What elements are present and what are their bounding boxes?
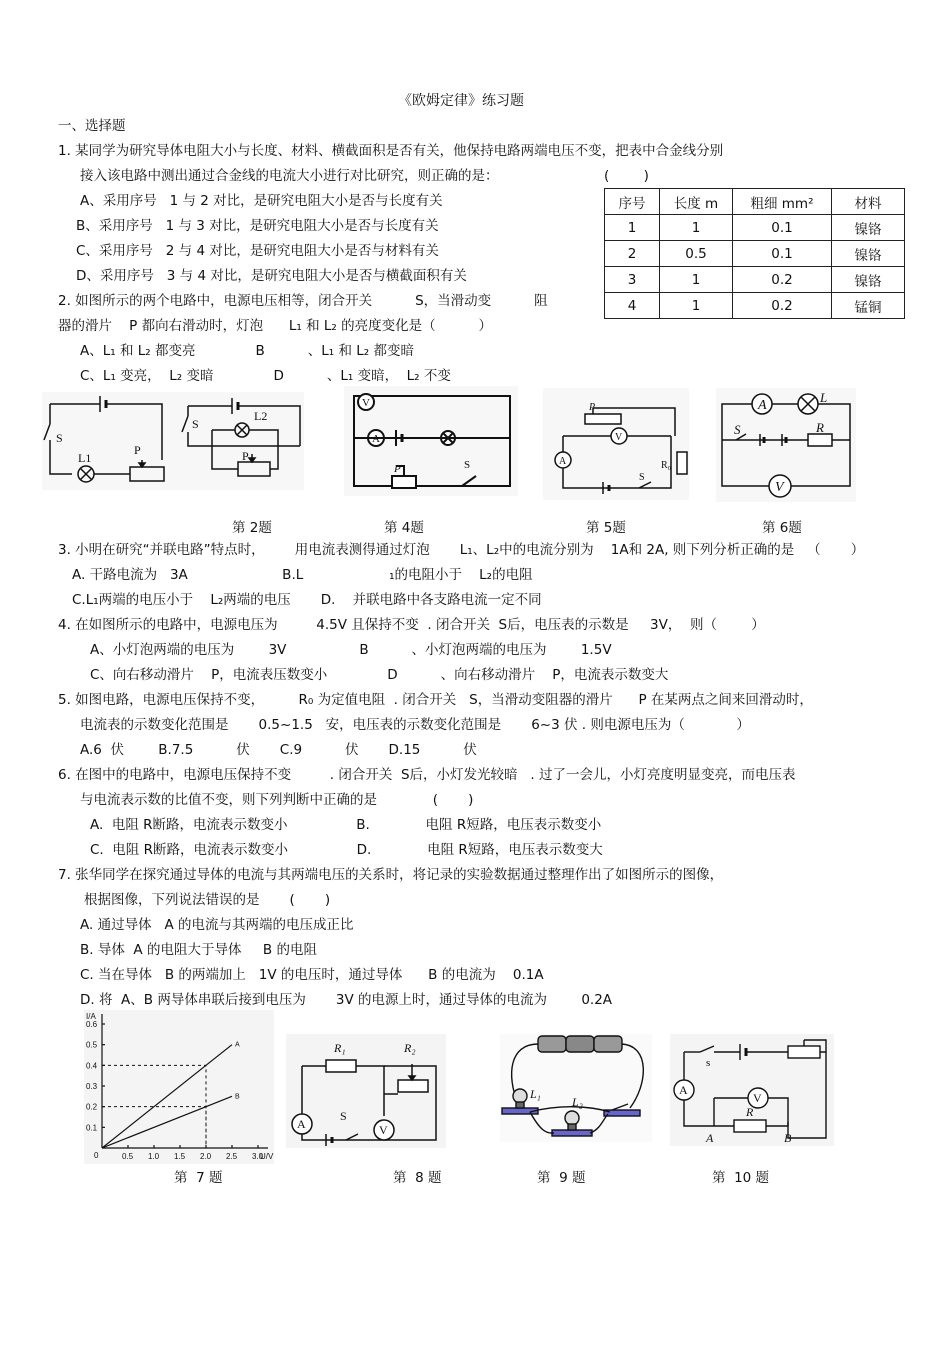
q4-stem: 4. 在如图所示的电路中，电源电压为 4.5V 且保持不变 . 闭合开关 S后，电压表的示数是 3V， 则（ ） <box>58 617 765 633</box>
f5-r0-label: R₀ <box>661 460 672 471</box>
q5-stem: 5. 如图电路，电源电压保持不变， R₀ 为定值电阻 . 闭合开关 S，当滑动变阻器的滑片 P 在某两点之间来回滑动时， <box>58 692 813 708</box>
wire-spec-table <box>604 188 905 319</box>
x-tick-label: 1.5 <box>174 1152 186 1161</box>
q3-options-cd: C.L₁两端的电压小于 L₂两端的电压 D. 并联电路中各支路电流一定不同 <box>72 592 542 608</box>
table-cell: 锰铜 <box>832 293 905 319</box>
fig-caption-q10: 第 10 题 <box>712 1170 770 1186</box>
y-tick-label: 0.6 <box>86 1020 98 1029</box>
fig-q2-circuits <box>42 392 304 490</box>
q4-options-cd: C、向右移动滑片 P，电流表压数变小 D 、向右移动滑片 P，电流表示数变大 <box>90 667 669 683</box>
f4-v-label: V <box>362 397 370 409</box>
q1-option-d: D、采用序号 3 与 4 对比，是研究电阻大小是否与横截面积有关 <box>76 268 467 284</box>
table-row <box>605 267 905 293</box>
y-tick-label: 0.1 <box>86 1123 98 1133</box>
table-row <box>605 215 905 241</box>
table-cell: 2 <box>605 241 660 267</box>
f5-v-label: V <box>615 432 623 443</box>
f6-l-label: L <box>820 390 828 405</box>
fig-caption-q9: 第 9 题 <box>537 1170 586 1186</box>
q7-option-b: B. 导体 A 的电阻大于导体 B 的电阻 <box>80 942 317 958</box>
f8-v-label: V <box>379 1123 388 1137</box>
fig-q6-circuit <box>716 388 856 502</box>
f8-r1-label: R₁ <box>334 1041 346 1055</box>
y-tick-label: 0.5 <box>86 1040 98 1050</box>
q5-stem-cont: 电流表的示数变化范围是 0.5~1.5 安，电压表的示数变化范围是 6~3 伏 . 则电源电压为（ ） <box>80 717 750 733</box>
table-cell: 1 <box>605 215 660 241</box>
q2-stem-cont: 器的滑片 P 都向右滑动时，灯泡 L₁ 和 L₂ 的亮度变化是（ ） <box>58 318 492 334</box>
fig-caption-q8: 第 8 题 <box>393 1170 442 1186</box>
f6-r-label: R <box>816 420 824 435</box>
f10-a-point-label: A <box>706 1131 714 1145</box>
q3-options-ab: A. 干路电流为 3A B.L ₁的电阻小于 L₂的电阻 <box>72 567 533 583</box>
f10-s-label: s <box>706 1057 711 1069</box>
q7-option-a: A. 通过导体 A 的电流与其两端的电压成正比 <box>80 917 354 933</box>
x-tick-label: 3.0 <box>252 1152 264 1161</box>
table-cell: 1 <box>660 215 733 241</box>
f5-p-label: P <box>589 402 596 413</box>
q2-options-ab: A、L₁ 和 L₂ 都变亮 B 、L₁ 和 L₂ 都变暗 <box>80 343 414 359</box>
table-cell: 0.5 <box>660 241 733 267</box>
q1-option-a: A、采用序号 1 与 2 对比，是研究电阻大小是否与长度有关 <box>80 193 443 209</box>
f5-s-label: S <box>639 472 645 483</box>
f8-s-label: S <box>340 1109 347 1123</box>
f8-a-label: A <box>297 1117 306 1131</box>
table-cell: 镍铬 <box>832 215 905 241</box>
q4-options-ab: A、小灯泡两端的电压为 3V B 、小灯泡两端的电压为 1.5V <box>90 642 612 658</box>
fig-q5-circuit <box>543 388 689 500</box>
series-label-B: B <box>235 1093 240 1101</box>
q6-stem-cont: 与电流表示数的比值不变，则下列判断中正确的是 ( ) <box>80 792 474 808</box>
table-header: 序号 <box>605 189 660 215</box>
page-title: 《欧姆定律》练习题 <box>398 93 524 109</box>
f2-s-label: S <box>56 431 63 445</box>
table-row <box>605 293 905 319</box>
q7-stem-cont: 根据图像，下列说法错误的是 ( ) <box>84 892 331 908</box>
table-cell: 1 <box>660 293 733 319</box>
f2-l1-label: L1 <box>78 451 92 465</box>
q1-answer-paren: ( ) <box>604 168 649 184</box>
q1-stem: 1. 某同学为研究导体电阻大小与长度、材料、横截面积是否有关，他保持电路两端电压不变，把表中合金线分别 <box>58 143 724 159</box>
x-axis-label: U/V <box>260 1152 274 1161</box>
table-cell: 0.1 <box>733 215 832 241</box>
q1-option-b: B、采用序号 1 与 3 对比，是研究电阻大小是否与长度有关 <box>76 218 439 234</box>
f9-l2-label: L₂ <box>572 1095 583 1109</box>
fig-caption-q5: 第 5题 <box>586 520 626 536</box>
y-tick-label: 0.2 <box>86 1102 98 1112</box>
x-tick-label: 1.0 <box>148 1152 160 1161</box>
fig-q9-circuit <box>500 1034 652 1142</box>
fig-caption-q4: 第 4题 <box>384 520 424 536</box>
f2-s2-label: S <box>192 417 199 431</box>
f6-s-label: S <box>734 422 741 437</box>
f4-s-label: S <box>464 459 471 471</box>
fig-caption-q2: 第 2题 <box>232 520 272 536</box>
table-row <box>605 241 905 267</box>
fig-q8-circuit <box>286 1034 446 1148</box>
q7-stem: 7. 张华同学在探究通过导体的电流与其两端电压的关系时，将记录的实验数据通过整理作出了如图所示的图像， <box>58 867 724 883</box>
f10-a-label: A <box>679 1083 688 1097</box>
f2-p-label: P <box>134 443 141 457</box>
y-axis-label: I/A <box>86 1012 96 1021</box>
section-heading: 一、选择题 <box>58 118 126 134</box>
f10-r-label: R <box>746 1105 754 1119</box>
q7-option-c: C. 当在导体 B 的两端加上 1V 的电压时，通过导体 B 的电流为 0.1A <box>80 967 544 983</box>
f4-p-label: P <box>394 463 401 475</box>
table-cell: 镍铬 <box>832 267 905 293</box>
f9-l1-label: L₁ <box>530 1087 541 1101</box>
table-header: 粗细 mm² <box>733 189 832 215</box>
table-header: 材料 <box>832 189 905 215</box>
q1-option-c: C、采用序号 2 与 4 对比，是研究电阻大小是否与材料有关 <box>76 243 439 259</box>
origin-label: 0 <box>94 1151 99 1160</box>
f2-l2-label: L2 <box>254 409 268 423</box>
f2-p2-label: P <box>242 449 249 463</box>
q6-options-cd: C. 电阻 R断路，电流表示数变小 D. 电阻 R短路，电压表示数变大 <box>90 842 603 858</box>
table-cell: 3 <box>605 267 660 293</box>
fig-q10-circuit <box>670 1034 834 1146</box>
q5-options: A.6 伏 B.7.5 伏 C.9 伏 D.15 伏 <box>80 742 477 758</box>
fig-caption-q6: 第 6题 <box>762 520 802 536</box>
x-tick-label: 2.5 <box>226 1152 238 1161</box>
f6-v-label: V <box>775 480 784 495</box>
q6-options-ab: A. 电阻 R断路，电流表示数变小 B. 电阻 R短路，电压表示数变小 <box>90 817 602 833</box>
q1-stem-cont: 接入该电路中测出通过合金线的电流大小进行对比研究，则正确的是： <box>80 168 499 184</box>
q2-options-cd: C、L₁ 变亮， L₂ 变暗 D 、L₁ 变暗， L₂ 不变 <box>80 368 451 384</box>
table-cell: 0.2 <box>733 293 832 319</box>
fig-q4-circuit <box>344 386 518 496</box>
table-cell: 4 <box>605 293 660 319</box>
f6-a-label: A <box>758 398 767 413</box>
table-cell: 1 <box>660 267 733 293</box>
fig-caption-q7: 第 7 题 <box>174 1170 223 1186</box>
q7-option-d: D. 将 A、B 两导体串联后接到电压为 3V 的电源上时，通过导体的电流为 0.2A <box>80 992 613 1008</box>
table-cell: 镍铬 <box>832 241 905 267</box>
f5-a-label: A <box>559 456 567 467</box>
table-header: 长度 m <box>660 189 733 215</box>
y-tick-label: 0.4 <box>86 1061 98 1071</box>
fig-q7-iv-chart <box>84 1010 274 1164</box>
y-tick-label: 0.3 <box>86 1082 98 1091</box>
x-tick-label: 0.5 <box>122 1152 134 1161</box>
f8-r2-label: R₂ <box>404 1041 416 1055</box>
f10-b-point-label: B <box>784 1131 792 1145</box>
series-label-A: A <box>235 1041 240 1049</box>
f10-v-label: V <box>753 1091 762 1105</box>
table-header-row <box>605 189 905 215</box>
q6-stem: 6. 在图中的电路中，电源电压保持不变 . 闭合开关 S后，小灯发光较暗 . 过了一会儿，小灯亮度明显变亮，而电压表 <box>58 767 796 783</box>
x-tick-label: 2.0 <box>200 1152 212 1161</box>
q3-stem: 3. 小明在研究“并联电路”特点时， 用电流表测得通过灯泡 L₁、L₂中的电流分别为 1A和 2A, 则下列分析正确的是 （ ） <box>58 542 865 558</box>
q2-stem: 2. 如图所示的两个电路中，电源电压相等，闭合开关 S，当滑动变 阻 <box>58 293 548 309</box>
f4-a-label: A <box>372 433 380 445</box>
table-cell: 0.2 <box>733 267 832 293</box>
table-cell: 0.1 <box>733 241 832 267</box>
